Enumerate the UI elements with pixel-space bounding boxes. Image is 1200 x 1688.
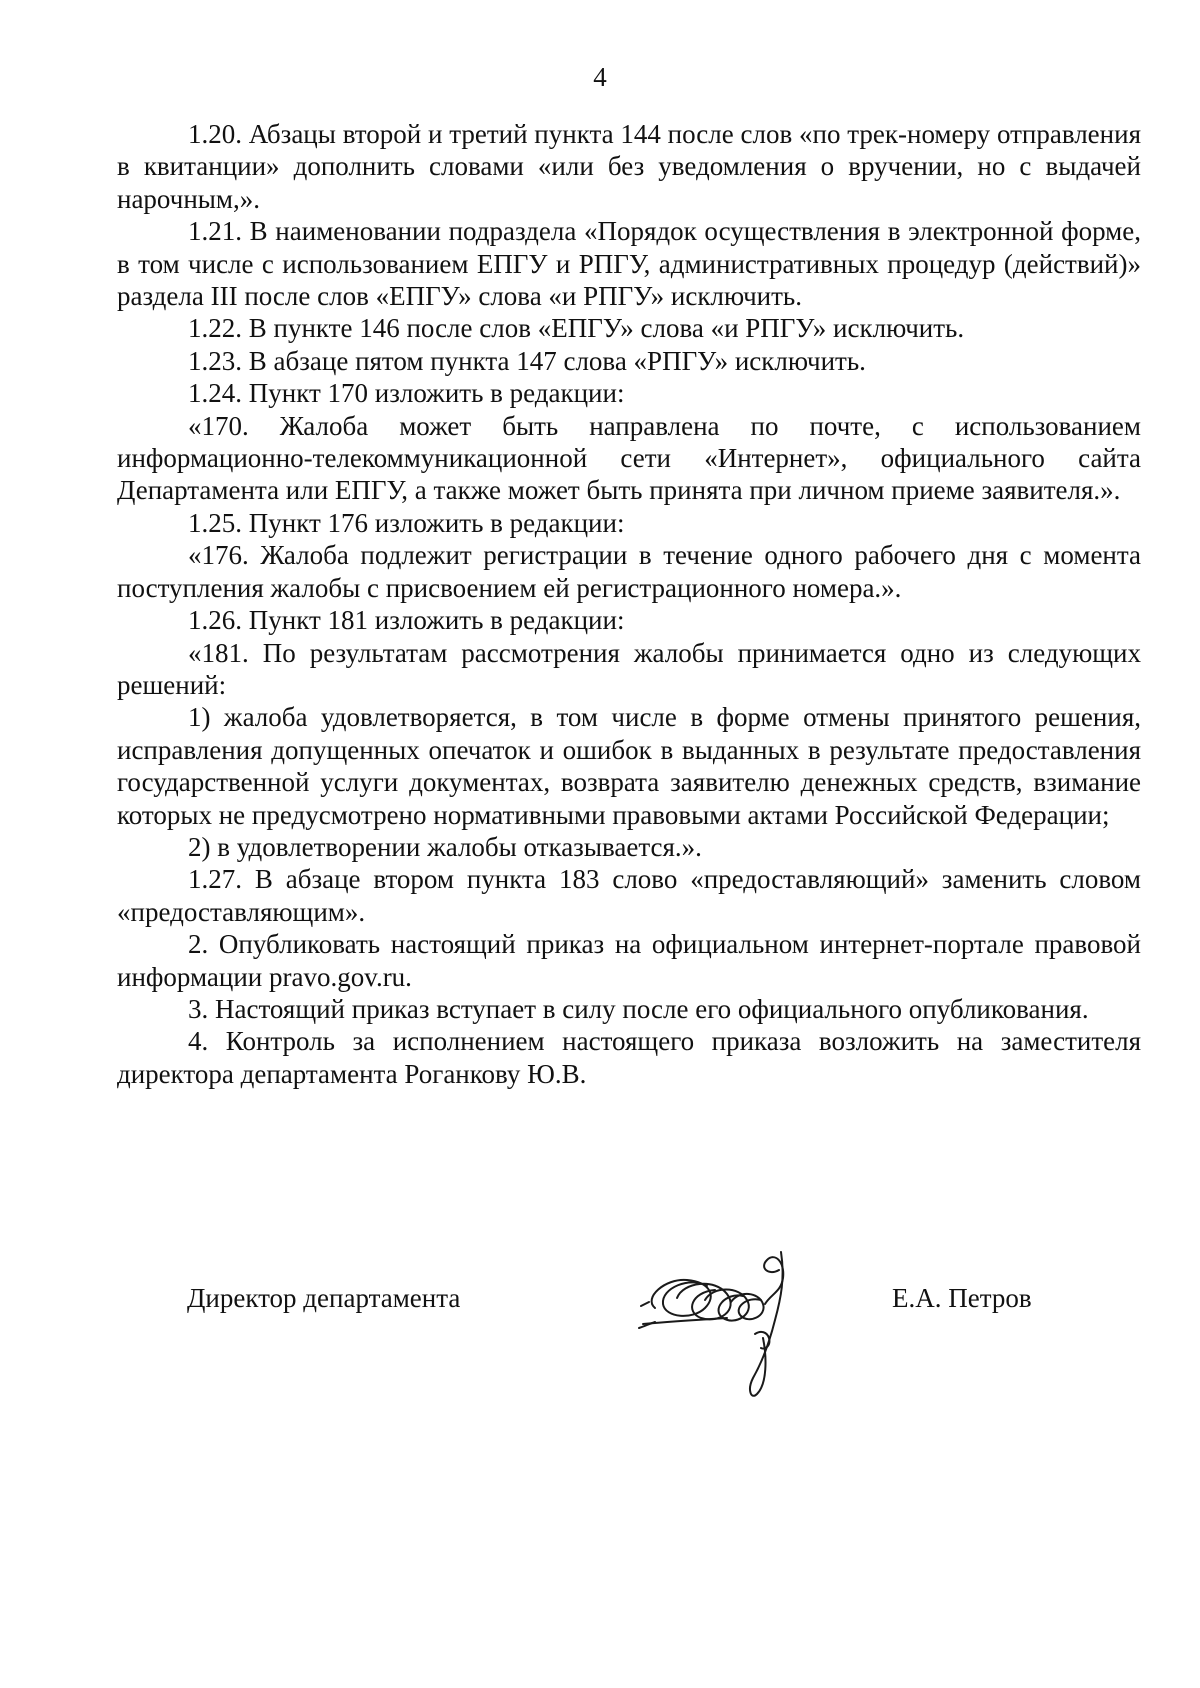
page-number: 4 bbox=[593, 62, 607, 92]
paragraph-1-25: 1.25. Пункт 176 изложить в редакции: bbox=[188, 507, 625, 538]
quoted-paragraph-176: «176. Жалоба подлежит регистрации в течение одного рабочего дня с момента поступления жалобы с присвоением ей регистрационного номера.». bbox=[117, 540, 1141, 603]
paragraph-1-26: 1.26. Пункт 181 изложить в редакции: bbox=[188, 605, 625, 636]
paragraph-1-27: 1.27. В абзаце втором пункта 183 слово «предоставляющий» заменить словом «предоставляющим». bbox=[117, 864, 1141, 927]
signer-name: Е.А. Петров bbox=[892, 1283, 1032, 1313]
order-body-text bbox=[117, 118, 1141, 1090]
paragraph-2: 2. Опубликовать настоящий приказ на официальном интернет-портале правовой информации pravo.gov.ru. bbox=[117, 929, 1141, 992]
quoted-paragraph-170: «170. Жалоба может быть направлена по почте, с использованием информационно-телекоммуникационной сети «Интернет», официального сайта Департамента или ЕПГУ, а также может быть принята при личном приеме заявителя.». bbox=[117, 410, 1141, 506]
signer-position: Директор департамента bbox=[187, 1283, 461, 1313]
paragraph-1-21: 1.21. В наименовании подраздела «Порядок осуществления в электронной форме, в том числе с использованием ЕПГУ и РПГУ, административных процедур (действий)» раздела III после слов «ЕПГУ» слова «и РПГУ» исключить. bbox=[117, 216, 1141, 312]
signature-block bbox=[0, 1000, 1200, 1313]
quoted-paragraph-181: «181. По результатам рассмотрения жалобы принимается одно из следующих решений: bbox=[117, 637, 1141, 700]
paragraph-1-22: 1.22. В пункте 146 после слов «ЕПГУ» слова «и РПГУ» исключить. bbox=[188, 313, 965, 344]
paragraph-3: 3. Настоящий приказ вступает в силу после его официального опубликования. bbox=[188, 993, 1089, 1024]
list-item-2: 2) в удовлетворении жалобы отказывается.». bbox=[188, 831, 702, 862]
list-item-1: 1) жалоба удовлетворяется, в том числе в форме отмены принятого решения, исправления допущенных опечаток и ошибок в выданных в результате предоставления государственной услуги документах, возврата заявителю денежных средств, взимание которых не предусмотрено нормативными правовыми актами Российской Федерации; bbox=[117, 702, 1141, 830]
paragraph-1-20: 1.20. Абзацы второй и третий пункта 144 после слов «по трек-номеру отправления в квитанции» дополнить словами «или без уведомления о вручении, но с выдачей нарочным,». bbox=[117, 119, 1141, 214]
paragraph-1-24: 1.24. Пункт 170 изложить в редакции: bbox=[188, 378, 625, 409]
paragraph-1-23: 1.23. В абзаце пятом пункта 147 слова «РПГУ» исключить. bbox=[188, 345, 866, 376]
paragraph-4: 4. Контроль за исполнением настоящего приказа возложить на заместителя директора департамента Роганкову Ю.В. bbox=[117, 1026, 1141, 1089]
handwritten-signature bbox=[635, 1238, 835, 1418]
